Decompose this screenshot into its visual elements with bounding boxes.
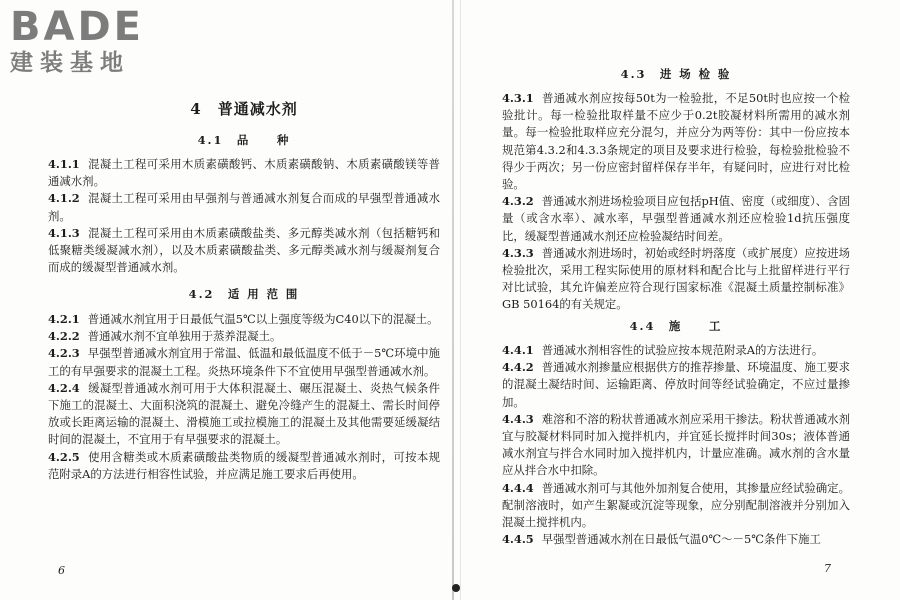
- clause-number: 4.4.2: [502, 360, 534, 375]
- clause-text: 混凝土工程可采用由木质素磺酸盐类、多元醇类减水剂（包括糖钙和低聚糖类缓凝减水剂），以及木质素磺酸盐类、多元醇类减水剂与缓凝剂复合而成的缓凝型普通减水剂。: [48, 225, 440, 275]
- clause-number: 4.3.1: [502, 91, 534, 105]
- clause-number: 4.2.3: [48, 346, 80, 361]
- logo-wordmark: BADE: [10, 4, 144, 50]
- clause-number: 4.1.3: [48, 225, 80, 240]
- clause-text: 普通减水剂相容性的试验应按本规范附录A的方法进行。: [541, 343, 824, 357]
- section-4-1: [48, 132, 440, 276]
- section-4-3: [502, 66, 850, 314]
- scan-spot: [452, 584, 460, 592]
- chapter-title: 4 普通减水剂: [190, 100, 298, 118]
- clause-4-4-3: [502, 411, 850, 480]
- section-title: 4.1 品 种: [197, 133, 291, 147]
- clause-4-2-1: [48, 311, 440, 328]
- clause-4-1-2: [48, 190, 440, 224]
- left-page: [48, 0, 440, 600]
- clause-4-3-1: [502, 90, 850, 193]
- clause-4-2-5: [48, 449, 440, 483]
- clause-4-2-2: [48, 328, 440, 345]
- clause-number: 4.3.2: [502, 194, 534, 209]
- clause-number: 4.3.3: [502, 245, 534, 260]
- clause-number: 4.1.2: [48, 191, 80, 206]
- clause-number: 4.4.1: [502, 343, 534, 357]
- page-number-left: 6: [58, 564, 65, 577]
- section-title: 4.3 进 场 检 验: [620, 67, 732, 81]
- clause-number: 4.4.5: [502, 532, 534, 547]
- clause-4-2-3: [48, 345, 440, 379]
- section-4-2: [48, 286, 440, 483]
- clause-number: 4.2.2: [48, 329, 80, 344]
- clause-text: 早强型普通减水剂宜用于常温、低温和最低温度不低于－5℃环境中施工的有早强要求的混凝土工程。炎热环境条件下不宜使用早强型普通减水剂。: [48, 346, 440, 378]
- clause-4-1-3: [48, 225, 440, 277]
- clause-text: 普通减水剂应按每50t为一检验批，不足50t时也应按一个检验批计。每一检验批取样量不应少于0.2t胶凝材料所需用的减水剂量。每一检验批取样应充分混匀，并应分为两等份：其中一份应按本规范第4.3.2和4.3.3条规定的项目及要求进行检验，每检验批检验不得少于两次；另一份应密封留样保存半年，有疑问时，应进行对比检验。: [502, 91, 850, 192]
- section-title: 4.4 施 工: [629, 319, 723, 333]
- book-gutter: [452, 0, 454, 600]
- clause-text: 普通减水剂可与其他外加剂复合使用，其掺量应经试验确定。配制溶液时，如产生絮凝或沉淀等现象，应分别配制溶液并分别加入混凝土搅拌机内。: [502, 480, 850, 530]
- clause-text: 混凝土工程可采用由早强剂与普通减水剂复合而成的早强型普通减水剂。: [48, 191, 440, 223]
- clause-number: 4.1.1: [48, 157, 80, 171]
- page-number-right: 7: [824, 562, 831, 575]
- clause-text: 普通减水剂掺量应根据供方的推荐掺量、环境温度、施工要求的混凝土凝结时间、运输距离、停放时间等经试验确定，不应过量掺加。: [502, 360, 850, 409]
- clause-number: 4.2.1: [48, 312, 80, 326]
- clause-number: 4.2.5: [48, 449, 80, 464]
- clause-number: 4.2.4: [48, 380, 80, 395]
- clause-text: 混凝土工程可采用木质素磺酸钙、木质素磺酸钠、木质素磺酸镁等普通减水剂。: [48, 157, 440, 189]
- clause-4-3-2: [502, 193, 850, 245]
- logo-chinese-text: 建装基地: [10, 50, 130, 76]
- clause-text: 普通减水剂不宜单独用于蒸养混凝土。: [87, 329, 282, 344]
- clause-text: 早强型普通减水剂在日最低气温0℃～－5℃条件下施工: [541, 532, 821, 547]
- clause-4-1-1: [48, 156, 440, 190]
- clause-4-4-4: [502, 480, 850, 532]
- book-gutter-shadow: [460, 0, 461, 600]
- clause-text: 普通减水剂宜用于日最低气温5℃以上强度等级为C40以下的混凝土。: [87, 312, 439, 326]
- clause-text: 普通减水剂进场时，初始或经时坍落度（或扩展度）应按进场检验批次，采用工程实际使用的原材料和配合比与上批留样进行平行对比试验，其允许偏差应符合现行国家标准《混凝土质量控制标准》GB 50164的有关规定。: [502, 245, 850, 312]
- clause-4-4-5: [502, 531, 850, 548]
- section-title: 4.2 适 用 范 围: [188, 287, 300, 301]
- clause-4-4-1: [502, 342, 850, 359]
- clause-4-4-2: [502, 359, 850, 411]
- clause-4-2-4: [48, 380, 440, 449]
- clause-number: 4.4.4: [502, 480, 534, 495]
- clause-number: 4.4.3: [502, 411, 534, 426]
- clause-text: 难溶和不溶的粉状普通减水剂应采用干掺法。粉状普通减水剂宜与胶凝材料同时加入搅拌机内，并宜延长搅拌时间30s；液体普通减水剂宜与拌合水同时加入搅拌机内，计量应准确。减水剂的含水量应从拌合水中扣除。: [502, 411, 850, 478]
- clause-text: 普通减水剂进场检验项目应包括pH值、密度（或细度）、含固量（或含水率）、减水率，早强型普通减水剂还应检验1d抗压强度比，缓凝型普通减水剂还应检验凝结时间差。: [502, 194, 850, 243]
- right-page: [502, 0, 850, 600]
- clause-text: 缓凝型普通减水剂可用于大体积混凝土、碾压混凝土、炎热气候条件下施工的混凝土、大面积浇筑的混凝土、避免冷缝产生的混凝土、需长时间停放或长距离运输的混凝土、滑模施工或拉模施工的混凝土及其他需要延缓凝结时间的混凝土，不宜用于有早强要求的混凝土。: [48, 380, 440, 447]
- clause-4-3-3: [502, 245, 850, 314]
- section-4-4: [502, 318, 850, 548]
- clause-text: 使用含糖类或木质素磺酸盐类物质的缓凝型普通减水剂时，可按本规范附录A的方法进行相容性试验，并应满足施工要求后再使用。: [48, 449, 440, 481]
